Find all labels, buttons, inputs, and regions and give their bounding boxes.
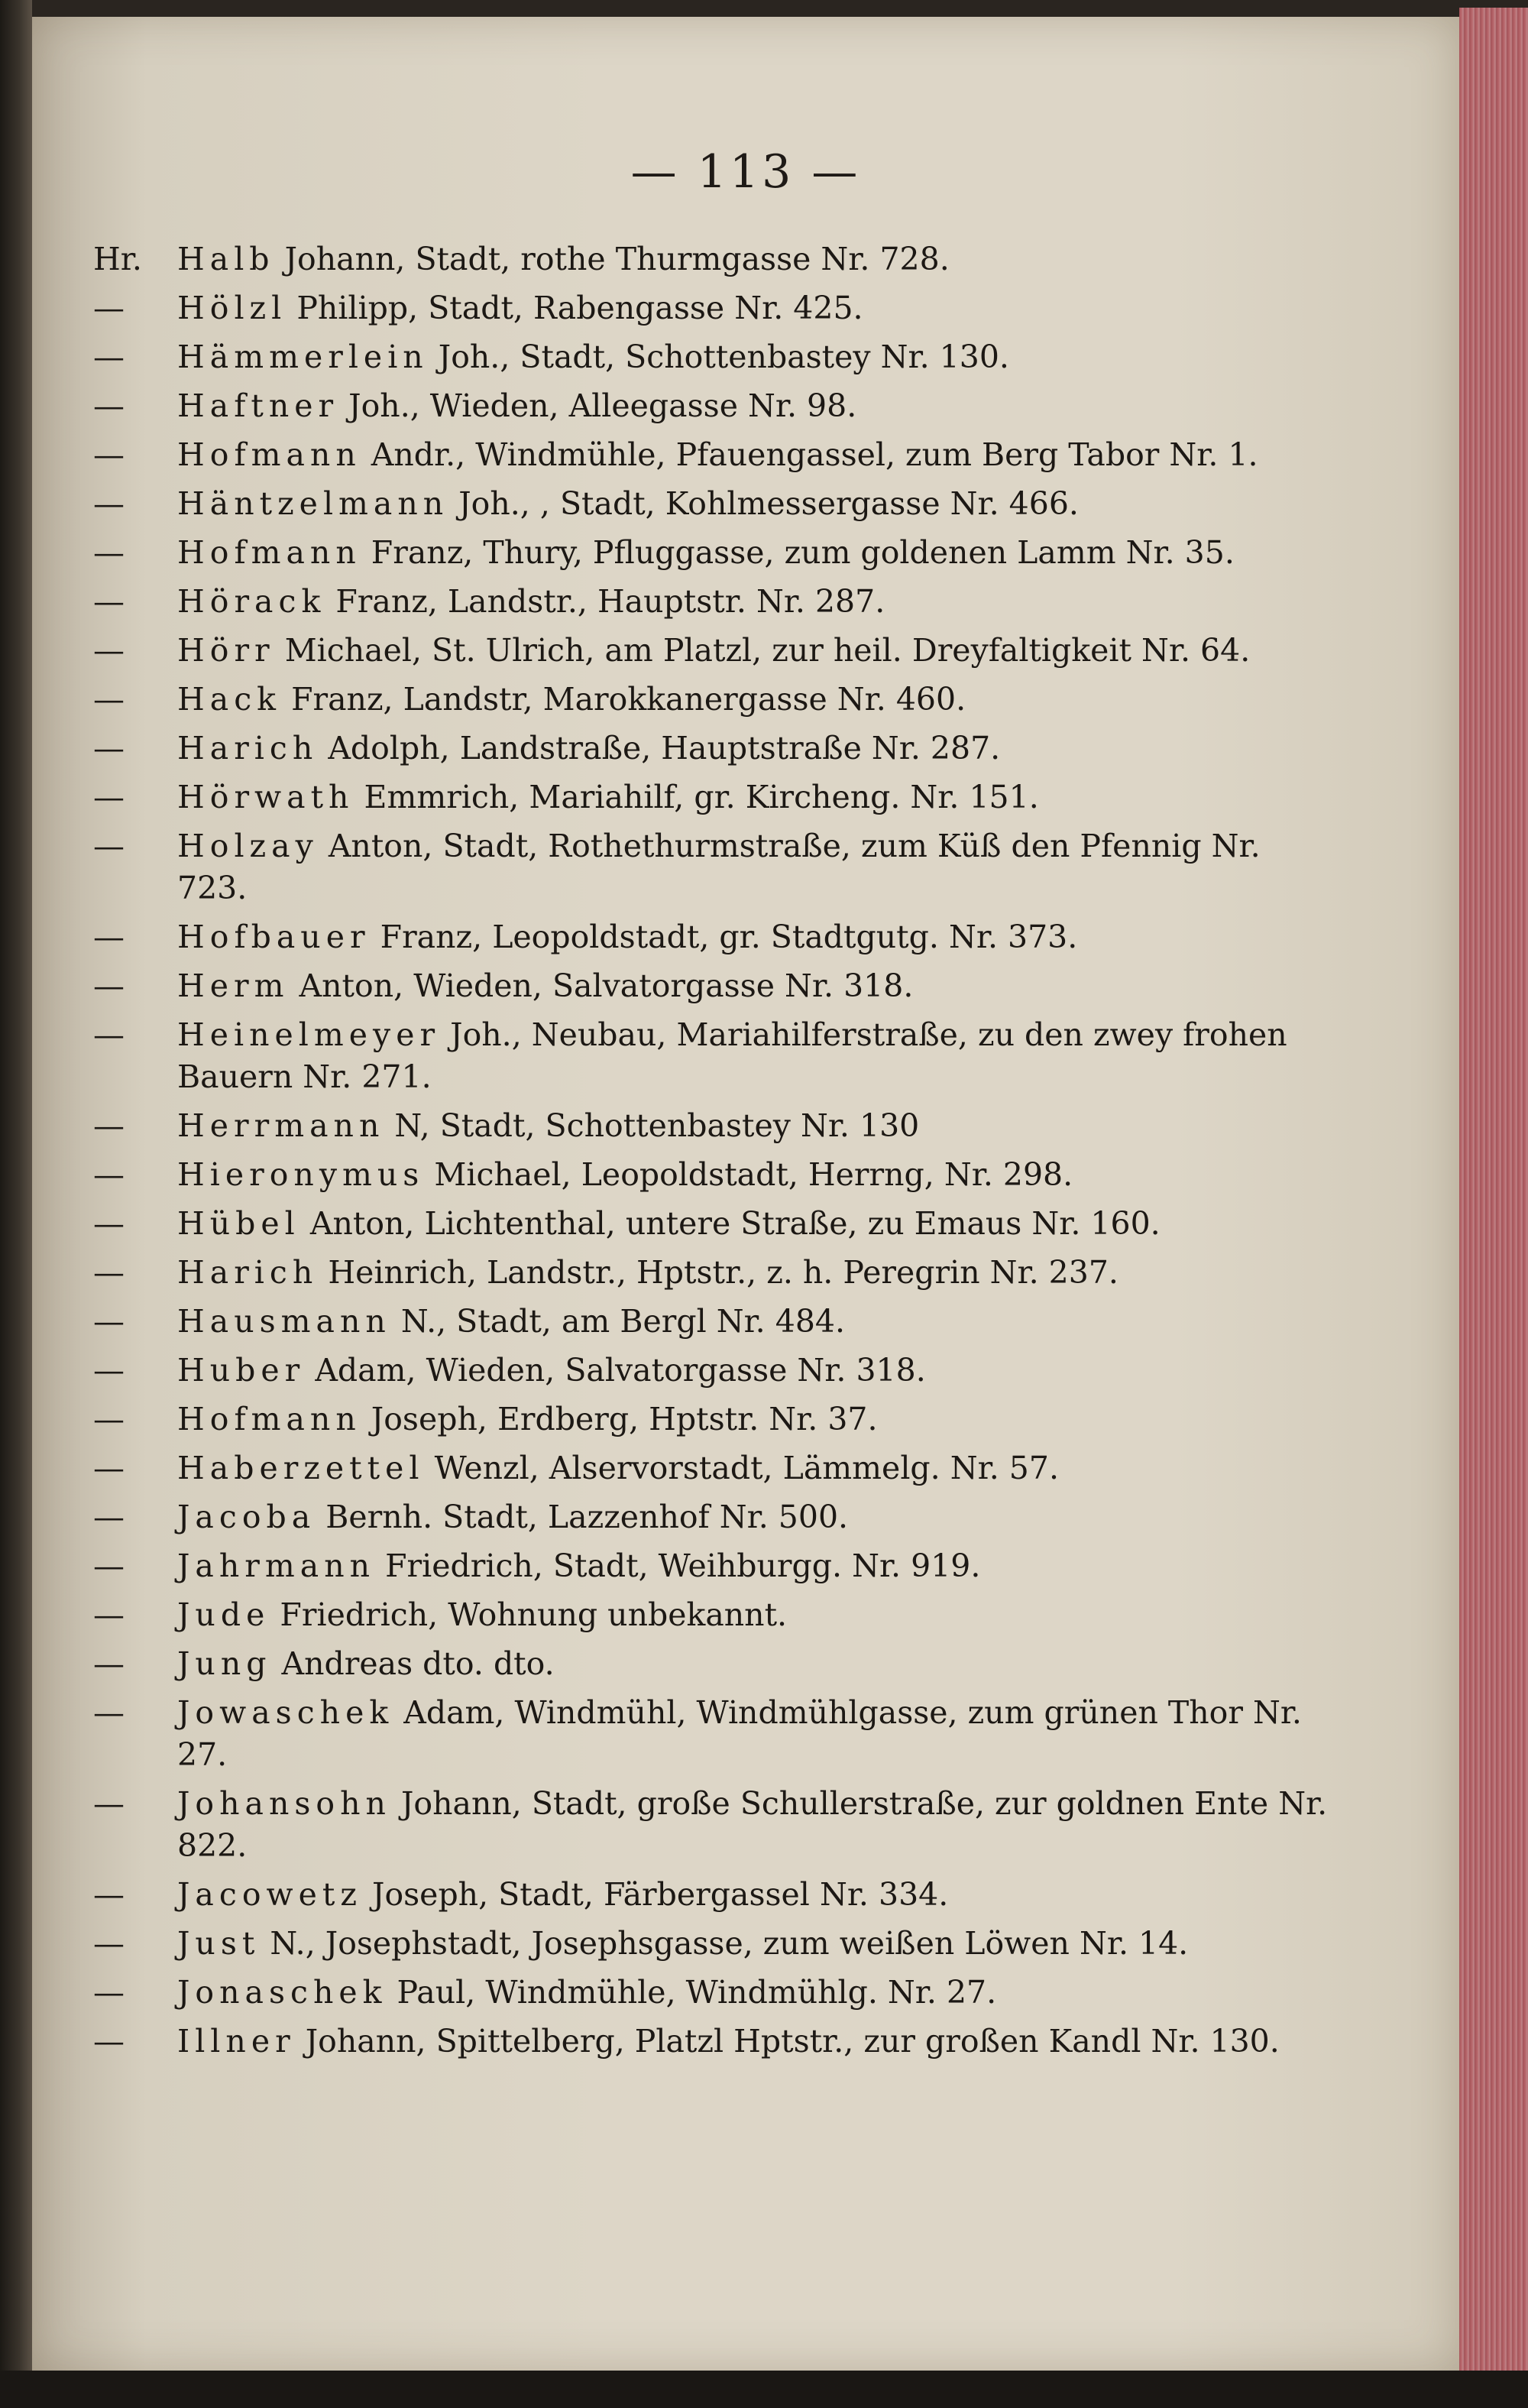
- entry-prefix: —: [93, 1645, 125, 1682]
- entry-surname: Hofmann: [177, 534, 361, 571]
- entry-details: Michael, Leopoldstadt, Herrng, Nr. 298.: [434, 1156, 1073, 1193]
- entry-surname: Jahrmann: [177, 1548, 376, 1584]
- entry-prefix: —: [93, 632, 125, 669]
- entry-surname: Herrmann: [177, 1107, 385, 1144]
- entry-details: Adam, Wieden, Salvatorgasse Nr. 318.: [315, 1352, 926, 1389]
- list-item: [93, 1014, 1331, 1098]
- entry-prefix: —: [93, 1548, 125, 1584]
- entry-details: Anton, Lichtenthal, untere Straße, zu Emaus Nr. 160.: [309, 1205, 1161, 1242]
- list-item: [93, 1594, 1331, 1636]
- entry-details: Adam, Windmühl, Windmühlgasse, zum grünen Thor Nr. 27.: [177, 1694, 1302, 1773]
- entry-prefix: —: [93, 583, 125, 620]
- entry-prefix: —: [93, 828, 125, 864]
- list-item: [93, 1301, 1331, 1343]
- entry-prefix: —: [93, 436, 125, 473]
- bottom-border: [0, 2371, 1528, 2408]
- entry-surname: Illner: [177, 2023, 296, 2060]
- entry-details: Joh., Stadt, Schottenbastey Nr. 130.: [438, 339, 1009, 375]
- entry-details: Franz, Leopoldstadt, gr. Stadtgutg. Nr. 373.: [380, 919, 1078, 955]
- entry-prefix: —: [93, 1352, 125, 1389]
- entry-surname: Hämmerlein: [177, 339, 429, 375]
- list-item: [93, 532, 1331, 574]
- list-item: [93, 1154, 1331, 1196]
- entry-details: Anton, Stadt, Rothethurmstraße, zum Küß den Pfennig Nr. 723.: [177, 828, 1261, 906]
- entry-surname: Hübel: [177, 1205, 300, 1242]
- list-item: [93, 728, 1331, 770]
- list-item: [93, 1447, 1331, 1489]
- list-item: [93, 1350, 1331, 1392]
- entry-surname: Haftner: [177, 387, 339, 424]
- entry-surname: Holzay: [177, 828, 319, 864]
- entry-surname: Hieronymus: [177, 1156, 425, 1193]
- entry-details: Franz, Thury, Pfluggasse, zum goldenen Lamm Nr. 35.: [371, 534, 1235, 571]
- entry-prefix: —: [93, 1785, 125, 1822]
- entry-details: Joseph, Erdberg, Hptstr. Nr. 37.: [371, 1401, 878, 1437]
- entry-details: Johann, Stadt, rothe Thurmgasse Nr. 728.: [284, 241, 950, 277]
- list-item: [93, 1923, 1331, 1965]
- entry-surname: Hölzl: [177, 290, 287, 326]
- entry-prefix: Hr.: [93, 241, 142, 277]
- list-item: [93, 776, 1331, 818]
- entry-details: Joh., Wieden, Alleegasse Nr. 98.: [348, 387, 857, 424]
- entry-surname: Hofmann: [177, 436, 361, 473]
- list-item: [93, 1643, 1331, 1685]
- book-gutter: [0, 0, 32, 2408]
- entry-prefix: —: [93, 1205, 125, 1242]
- entry-surname: Harich: [177, 1254, 319, 1291]
- entry-details: N, Stadt, Schottenbastey Nr. 130: [394, 1107, 920, 1144]
- entry-prefix: —: [93, 1499, 125, 1535]
- entry-prefix: —: [93, 967, 125, 1004]
- list-item: [93, 1874, 1331, 1916]
- entry-details: Friedrich, Stadt, Weihburgg. Nr. 919.: [385, 1548, 981, 1584]
- list-item: [93, 434, 1331, 476]
- list-item: [93, 287, 1331, 329]
- list-item: [93, 630, 1331, 672]
- entry-prefix: —: [93, 2023, 125, 2060]
- entry-surname: Jacoba: [177, 1499, 316, 1535]
- entry-prefix: —: [93, 1974, 125, 2011]
- entry-surname: Häntzelmann: [177, 485, 449, 522]
- entry-surname: Jonaschek: [177, 1974, 387, 2011]
- entry-prefix: —: [93, 290, 125, 326]
- list-item: [93, 1252, 1331, 1294]
- list-item: [93, 825, 1331, 909]
- list-item: [93, 965, 1331, 1007]
- list-item: [93, 385, 1331, 427]
- entry-details: Johann, Stadt, große Schullerstraße, zur goldnen Ente Nr. 822.: [177, 1785, 1328, 1864]
- list-item: [93, 1692, 1331, 1776]
- entry-prefix: —: [93, 1303, 125, 1340]
- entry-details: Franz, Landstr, Marokkanergasse Nr. 460.: [291, 681, 966, 718]
- entry-details: Johann, Spittelberg, Platzl Hptstr., zur großen Kandl Nr. 130.: [305, 2023, 1280, 2060]
- entry-details: N., Stadt, am Bergl Nr. 484.: [400, 1303, 846, 1340]
- entry-surname: Herm: [177, 967, 290, 1004]
- entry-details: Paul, Windmühle, Windmühlg. Nr. 27.: [397, 1974, 997, 2011]
- entry-details: Andr., Windmühle, Pfauengassel, zum Berg Tabor Nr. 1.: [371, 436, 1258, 473]
- entry-surname: Jowaschek: [177, 1694, 394, 1731]
- entry-surname: Hörr: [177, 632, 275, 669]
- entry-surname: Hofbauer: [177, 919, 371, 955]
- entry-details: Emmrich, Mariahilf, gr. Kircheng. Nr. 151.: [364, 779, 1039, 815]
- entry-prefix: —: [93, 485, 125, 522]
- entry-prefix: —: [93, 1156, 125, 1193]
- entry-surname: Hack: [177, 681, 282, 718]
- entry-details: Franz, Landstr., Hauptstr. Nr. 287.: [335, 583, 885, 620]
- list-item: [93, 2021, 1331, 2063]
- page-edge: [1459, 8, 1528, 2384]
- entry-details: Philipp, Stadt, Rabengasse Nr. 425.: [296, 290, 863, 326]
- entry-details: N., Josephstadt, Josephsgasse, zum weißen Löwen Nr. 14.: [270, 1925, 1189, 1962]
- entry-surname: Johansohn: [177, 1785, 391, 1822]
- entry-surname: Just: [177, 1925, 261, 1962]
- entry-details: Joh., Neubau, Mariahilferstraße, zu den zwey frohen Bauern Nr. 271.: [177, 1016, 1287, 1095]
- list-item: [93, 1545, 1331, 1587]
- entry-surname: Hörwath: [177, 779, 354, 815]
- entry-surname: Haberzettel: [177, 1450, 425, 1486]
- entry-prefix: —: [93, 681, 125, 718]
- list-item: [93, 1496, 1331, 1538]
- entry-details: Heinrich, Landstr., Hptstr., z. h. Peregrin Nr. 237.: [328, 1254, 1118, 1291]
- list-item: [93, 336, 1331, 378]
- entry-prefix: —: [93, 1107, 125, 1144]
- entry-surname: Hofmann: [177, 1401, 361, 1437]
- entry-surname: Jude: [177, 1596, 270, 1633]
- entry-details: Anton, Wieden, Salvatorgasse Nr. 318.: [299, 967, 914, 1004]
- entry-details: Wenzl, Alservorstadt, Lämmelg. Nr. 57.: [434, 1450, 1059, 1486]
- entry-surname: Harich: [177, 730, 319, 766]
- address-list: [93, 238, 1331, 2069]
- list-item: [93, 1783, 1331, 1867]
- entry-surname: Halb: [177, 241, 275, 277]
- entry-prefix: —: [93, 1925, 125, 1962]
- entry-details: Friedrich, Wohnung unbekannt.: [280, 1596, 788, 1633]
- list-item: [93, 1972, 1331, 2014]
- entry-details: Adolph, Landstraße, Hauptstraße Nr. 287.: [328, 730, 1001, 766]
- page-number: — 113 —: [630, 145, 861, 199]
- entry-surname: Heinelmeyer: [177, 1016, 441, 1053]
- entry-surname: Hörack: [177, 583, 326, 620]
- entry-surname: Hausmann: [177, 1303, 391, 1340]
- entry-details: Andreas dto. dto.: [281, 1645, 555, 1682]
- entry-prefix: —: [93, 1016, 125, 1053]
- entry-prefix: —: [93, 339, 125, 375]
- list-item: [93, 1105, 1331, 1147]
- entry-prefix: —: [93, 1254, 125, 1291]
- list-item: [93, 679, 1331, 721]
- entry-prefix: —: [93, 387, 125, 424]
- entry-prefix: —: [93, 534, 125, 571]
- entry-prefix: —: [93, 730, 125, 766]
- entry-prefix: —: [93, 1876, 125, 1913]
- list-item: [93, 1398, 1331, 1441]
- list-item: [93, 916, 1331, 958]
- entry-surname: Jacowetz: [177, 1876, 362, 1913]
- entry-prefix: —: [93, 1450, 125, 1486]
- entry-prefix: —: [93, 1694, 125, 1731]
- entry-details: Michael, St. Ulrich, am Platzl, zur heil. Dreyfaltigkeit Nr. 64.: [284, 632, 1251, 669]
- entry-prefix: —: [93, 779, 125, 815]
- list-item: [93, 581, 1331, 623]
- entry-prefix: —: [93, 919, 125, 955]
- list-item: [93, 238, 1331, 280]
- list-item: [93, 483, 1331, 525]
- entry-details: Bernh. Stadt, Lazzenhof Nr. 500.: [325, 1499, 849, 1535]
- page: [32, 17, 1459, 2371]
- entry-surname: Jung: [177, 1645, 272, 1682]
- entry-details: Joseph, Stadt, Färbergassel Nr. 334.: [372, 1876, 949, 1913]
- entry-surname: Huber: [177, 1352, 306, 1389]
- entry-prefix: —: [93, 1596, 125, 1633]
- entry-prefix: —: [93, 1401, 125, 1437]
- list-item: [93, 1203, 1331, 1245]
- entry-details: Joh., , Stadt, Kohlmessergasse Nr. 466.: [458, 485, 1079, 522]
